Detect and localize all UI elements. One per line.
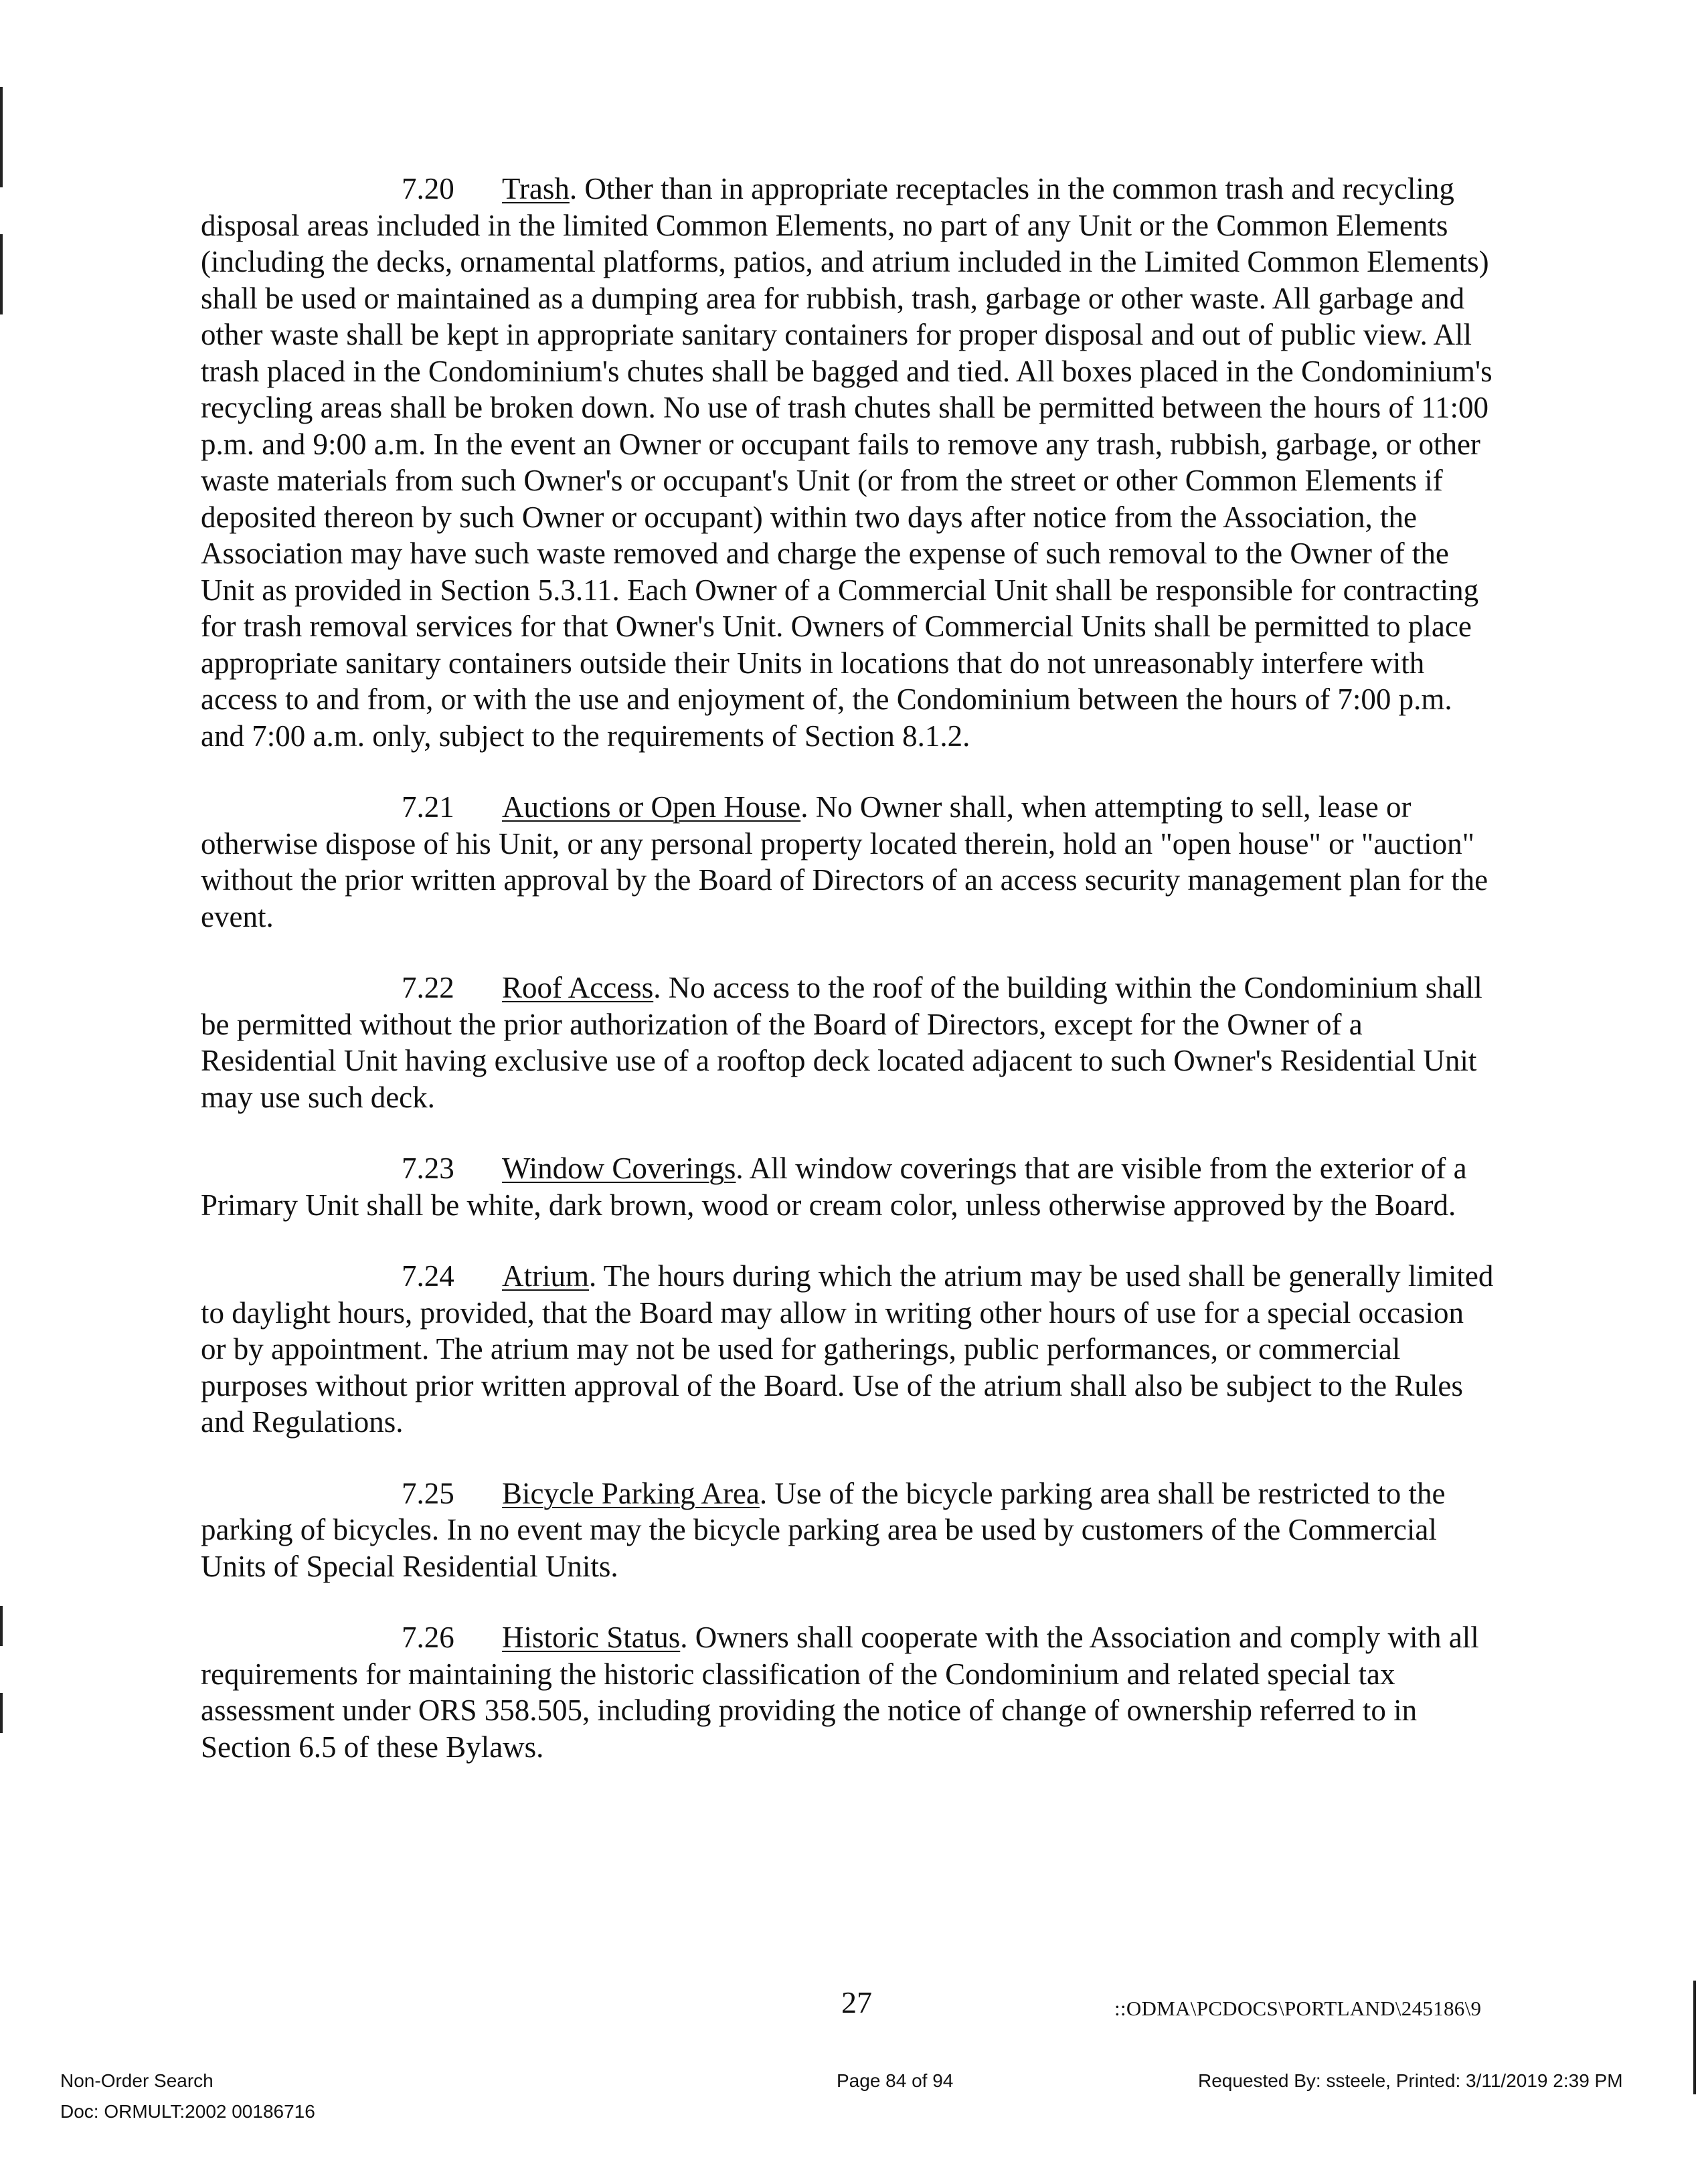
section-number: 7.24 (402, 1259, 454, 1293)
section-number: 7.21 (402, 790, 454, 824)
page-number: 27 (841, 1985, 872, 2019)
section-title: Window Coverings (502, 1152, 736, 1185)
section-number: 7.23 (402, 1152, 454, 1185)
document-body (201, 171, 1496, 1800)
section-paragraph (201, 1475, 1496, 1585)
section-7-24 (201, 1258, 1496, 1441)
section-text: . No Owner shall, when attempting to sell, lease or otherwise dispose of his Unit, or any personal property located therein, hold an "open house" or "auction" without the prior written approval by the Board of Directors of an access security management plan for the event. (201, 790, 1488, 933)
section-number: 7.25 (402, 1476, 454, 1510)
section-title: Historic Status (502, 1621, 681, 1654)
footer-doc-id: Doc: ORMULT:2002 00186716 (60, 2101, 315, 2122)
section-7-21 (201, 789, 1496, 935)
section-title: Roof Access (502, 971, 654, 1004)
footer-requested-by: Requested By: ssteele, Printed: 3/11/2019 2:39 PM (1198, 2070, 1623, 2091)
section-text: . Other than in appropriate receptacles in the common trash and recycling disposal areas included in the limited Common Elements, no part of any Unit or the Common Elements (including the decks, ornamental platforms, patios, and atrium included in the Limited Common Elements) shall be used or maintained as a dumping area for rubbish, trash, garbage or other waste. All garbage and other waste shall be kept in appropriate sanitary containers for proper disposal and out of public view. All trash placed in the Condominium's chutes shall be bagged and tied. All boxes placed in the Condominium's recycling areas shall be broken down. No use of trash chutes shall be permitted between the hours of 11:00 p.m. and 9:00 a.m. In the event an Owner or occupant fails to remove any trash, rubbish, garbage, or other waste materials from such Owner's or occupant's Unit (or from the street or other Common Elements if deposited thereon by such Owner or occupant) within two days after notice from the Association, the Association may have such waste removed and charge the expense of such removal to the Owner of the Unit as provided in Section 5.3.11. Each Owner of a Commercial Unit shall be responsible for contracting for trash removal services for that Owner's Unit. Owners of Commercial Units shall be permitted to place appropriate sanitary containers outside their Units in locations that do not unreasonably interfere with access to and from, or with the use and enjoyment of, the Condominium between the hours of 7:00 p.m. and 7:00 a.m. only, subject to the requirements of Section 8.1.2. (201, 172, 1493, 753)
section-paragraph (201, 1150, 1496, 1223)
section-7-22 (201, 970, 1496, 1115)
section-text: . Owners shall cooperate with the Association and comply with all requirements for maintaining the historic classification of the Condominium and related special tax assessment under ORS 358.505, including providing the notice of change of ownership referred to in Section 6.5 of these Bylaws. (201, 1621, 1479, 1764)
section-7-26 (201, 1619, 1496, 1765)
section-number: 7.20 (402, 172, 454, 205)
section-7-23 (201, 1150, 1496, 1223)
section-paragraph (201, 171, 1496, 754)
section-title: Bicycle Parking Area (502, 1476, 760, 1510)
scan-edge-mark (0, 1693, 3, 1733)
scan-edge-mark (0, 234, 3, 314)
scan-edge-mark (0, 1606, 3, 1646)
section-7-25 (201, 1475, 1496, 1585)
section-paragraph (201, 1258, 1496, 1441)
section-paragraph (201, 789, 1496, 935)
scan-edge-mark (0, 87, 3, 187)
footer-search-type: Non-Order Search (60, 2070, 214, 2091)
section-number: 7.26 (402, 1621, 454, 1654)
document-path: ::ODMA\PCDOCS\PORTLAND\245186\9 (1114, 1997, 1482, 2020)
scan-edge-mark (1693, 1981, 1696, 2094)
section-text: . No access to the roof of the building within the Condominium shall be permitted without the prior authorization of the Board of Directors, except for the Owner of a Residential Unit having exclusive use of a rooftop deck located adjacent to such Owner's Residential Unit may use such deck. (201, 971, 1482, 1114)
section-7-20 (201, 171, 1496, 754)
section-number: 7.22 (402, 971, 454, 1004)
footer-page-count: Page 84 of 94 (837, 2070, 954, 2091)
section-title: Auctions or Open House (502, 790, 801, 824)
section-text: . Use of the bicycle parking area shall be restricted to the parking of bicycles. In no event may the bicycle parking area be used by customers of the Commercial Units of Special Residential Units. (201, 1476, 1446, 1583)
section-paragraph (201, 1619, 1496, 1765)
section-text: . All window coverings that are visible from the exterior of a Primary Unit shall be white, dark brown, wood or cream color, unless otherwise approved by the Board. (201, 1152, 1467, 1222)
section-text: . The hours during which the atrium may be used shall be generally limited to daylight hours, provided, that the Board may allow in writing other hours of use for a special occasion or by appointment. The atrium may not be used for gatherings, public performances, or commercial purposes without prior written approval of the Board. Use of the atrium shall also be subject to the Rules and Regulations. (201, 1259, 1494, 1439)
section-title: Trash (502, 172, 570, 205)
section-paragraph (201, 970, 1496, 1115)
section-title: Atrium (502, 1259, 589, 1293)
